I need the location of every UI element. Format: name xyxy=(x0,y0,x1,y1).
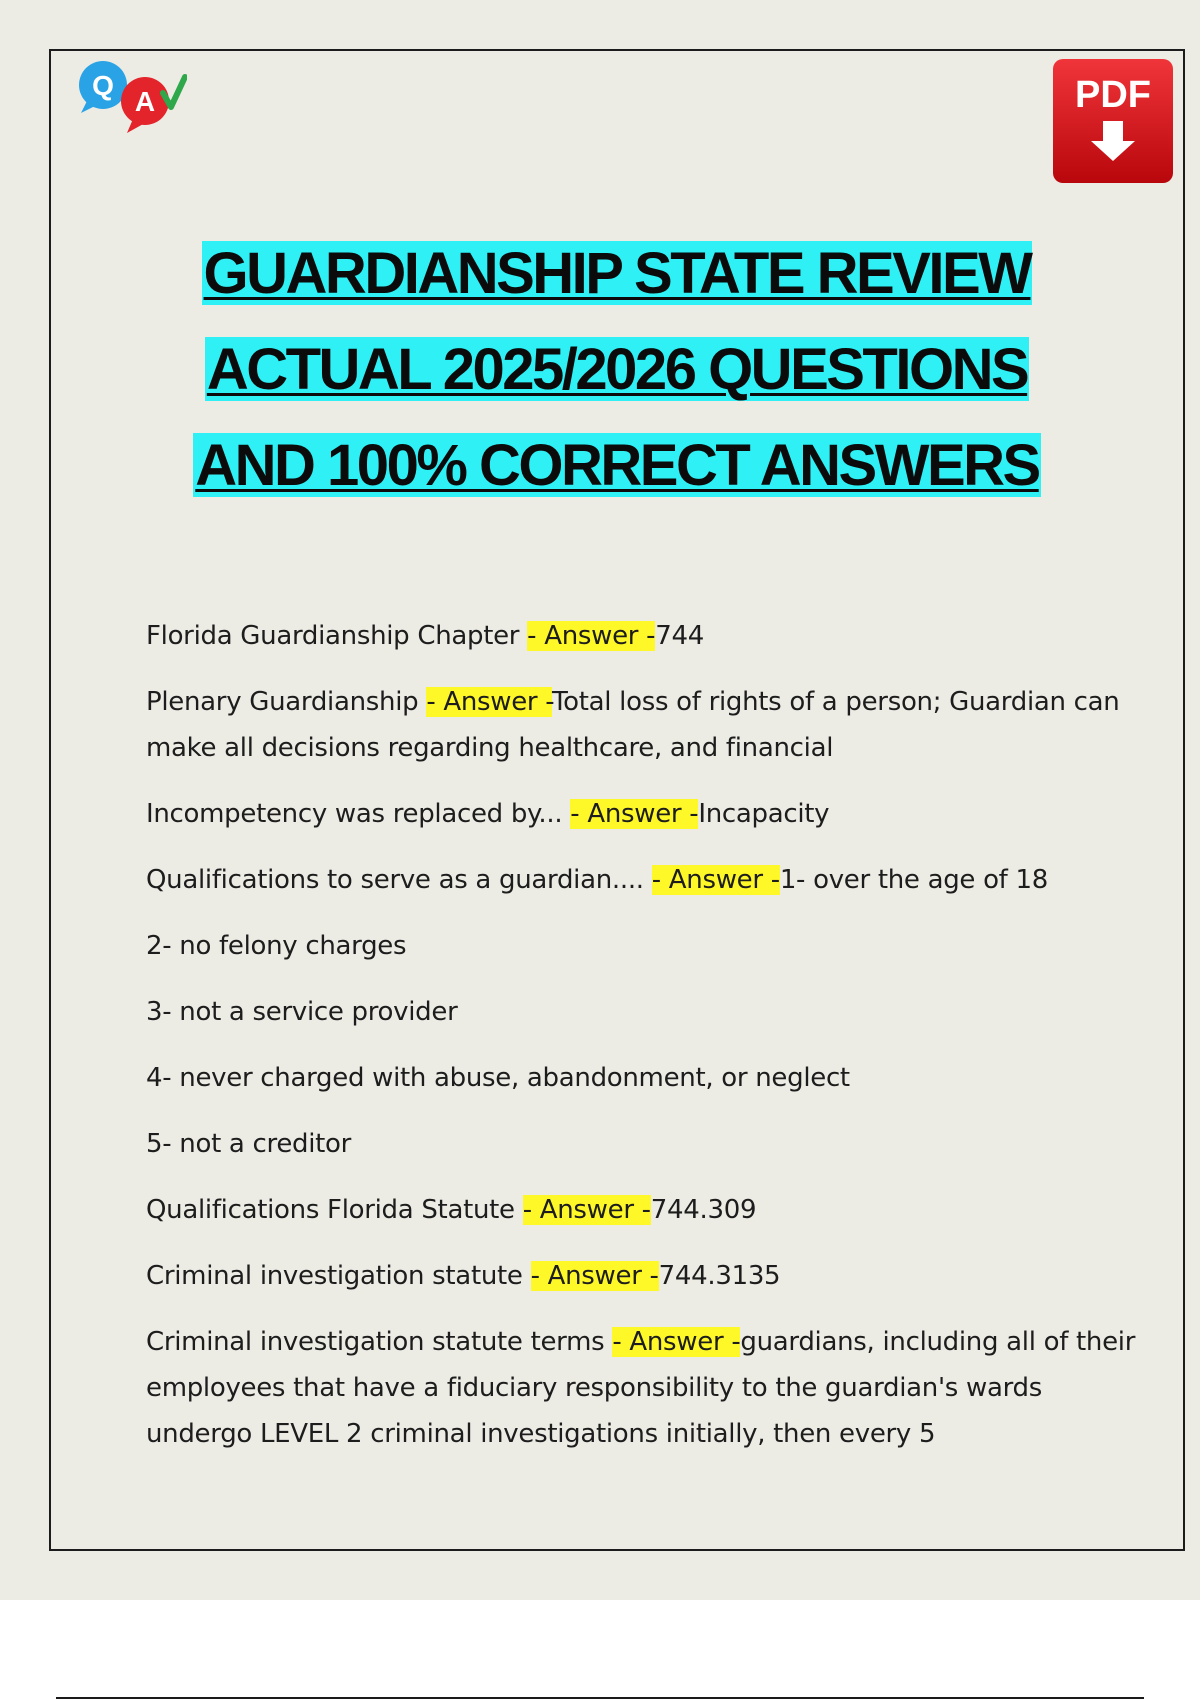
pdf-download-icon[interactable] xyxy=(1051,57,1175,185)
answer-text: Total loss of rights of a person; Guardian can make all decisions regarding healthcare, and financial xyxy=(146,687,1120,763)
qa-logo xyxy=(67,57,187,137)
answer-marker: - Answer - xyxy=(527,621,656,651)
question-text: 4- never charged with abuse, abandonment, or neglect xyxy=(146,1063,850,1093)
qa-item xyxy=(146,1055,1146,1101)
title-line-3: AND 100% CORRECT ANSWERS xyxy=(195,433,1039,498)
answer-text: Incapacity xyxy=(698,799,830,829)
qa-item xyxy=(146,1319,1146,1457)
answer-text: guardians, including all of their employees that have a fiduciary responsibility to the guardian's wards undergo LEVEL 2 criminal investigations initially, then every 5 xyxy=(146,1327,1136,1449)
qa-item xyxy=(146,1121,1146,1167)
document-frame xyxy=(49,49,1185,1551)
qa-item xyxy=(146,1253,1146,1299)
answer-text: 744.309 xyxy=(650,1195,757,1225)
question-text: 5- not a creditor xyxy=(146,1129,352,1159)
question-text: 2- no felony charges xyxy=(146,931,407,961)
question-text: Qualifications to serve as a guardian.... xyxy=(146,865,652,895)
question-text: Plenary Guardianship xyxy=(146,687,427,717)
qa-item xyxy=(146,989,1146,1035)
title-line-1: GUARDIANSHIP STATE REVIEW xyxy=(203,241,1031,306)
logo-q-letter: Q xyxy=(92,70,114,101)
answer-marker: - Answer - xyxy=(651,865,780,895)
title-line-2: ACTUAL 2025/2026 QUESTIONS xyxy=(206,337,1028,402)
question-text: 3- not a service provider xyxy=(146,997,458,1027)
question-text: Incompetency was replaced by... xyxy=(146,799,571,829)
qa-item xyxy=(146,857,1146,903)
qa-item xyxy=(146,613,1146,659)
question-text: Criminal investigation statute terms xyxy=(146,1327,613,1357)
answer-text: 1- over the age of 18 xyxy=(779,865,1048,895)
question-text: Florida Guardianship Chapter xyxy=(146,621,528,651)
answer-marker: - Answer - xyxy=(570,799,699,829)
answer-text: 744.3135 xyxy=(658,1261,781,1291)
bottom-divider xyxy=(56,1697,1144,1699)
answer-marker: - Answer - xyxy=(612,1327,741,1357)
qa-list xyxy=(146,613,1146,1477)
qa-logo-icon xyxy=(67,57,187,137)
answer-text: 744 xyxy=(655,621,704,651)
answer-marker: - Answer - xyxy=(530,1261,659,1291)
question-text: Criminal investigation statute xyxy=(146,1261,531,1291)
pdf-label: PDF xyxy=(1075,74,1151,116)
question-text: Qualifications Florida Statute xyxy=(146,1195,523,1225)
qa-item xyxy=(146,1187,1146,1233)
answer-marker: - Answer - xyxy=(522,1195,651,1225)
document-title xyxy=(51,241,1183,529)
answer-marker: - Answer - xyxy=(426,687,552,717)
qa-item xyxy=(146,679,1146,771)
qa-item xyxy=(146,791,1146,837)
logo-a-letter: A xyxy=(134,86,156,117)
qa-item xyxy=(146,923,1146,969)
